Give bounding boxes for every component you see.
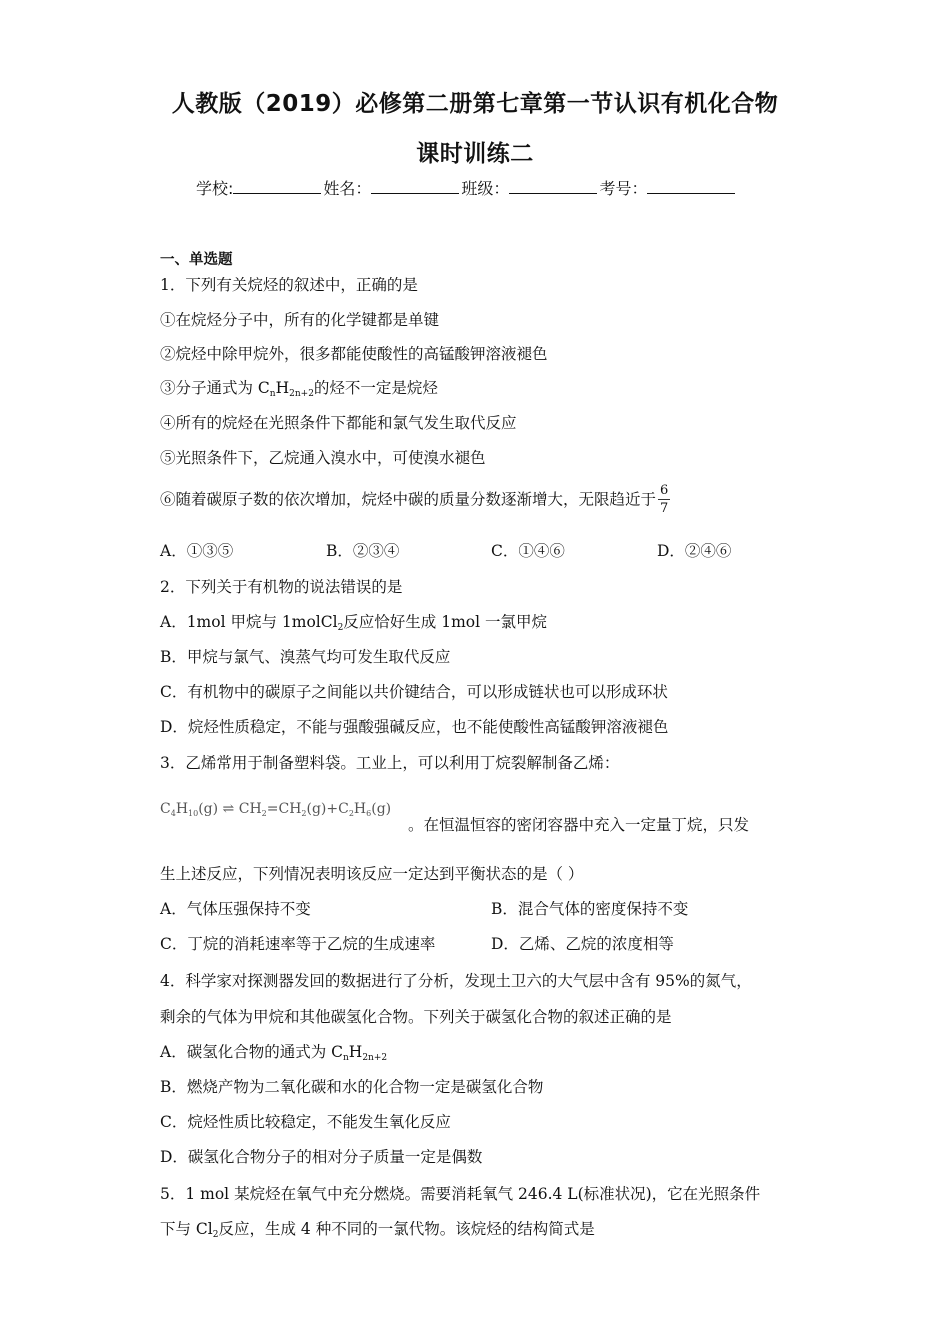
q3-option-b[interactable]: B．混合气体的密度保持不变 [491,900,689,918]
student-info-row [196,176,737,199]
q2-stem: 2．下列关于有机物的说法错误的是 [160,578,403,596]
q4-option-b[interactable]: B．燃烧产物为二氧化碳和水的化合物一定是碳氢化合物 [160,1078,544,1096]
q4-stem: 4．科学家对探测器发回的数据进行了分析，发现土卫六的大气层中含有 95%的氮气， [160,972,752,990]
number-field[interactable] [647,178,735,194]
school-field[interactable] [233,178,321,194]
q3-stem: 3．乙烯常用于制备塑料袋。工业上，可以利用丁烷裂解制备乙烯： [160,754,620,772]
exam-title: 人教版（2019）必修第二册第七章第一节认识有机化合物 [171,91,779,117]
q1-statement-5: ⑤光照条件下，乙烷通入溴水中，可使溴水褪色 [160,449,486,467]
q4-option-a[interactable]: A．碳氢化合物的通式为 $C_nH_{2n+2}$ [160,1043,388,1063]
q1-option-b[interactable]: B．②③④ [326,542,400,560]
q5-stem-2: 下与 $Cl_2$反应，生成 4 种不同的一氯代物。该烷烃的结构简式是 [160,1220,595,1240]
q1-option-d[interactable]: D．②④⑥ [657,542,732,560]
section-title: 一、单选题 [160,252,233,268]
q4-stem-2: 剩余的气体为甲烷和其他碳氢化合物。下列关于碳氢化合物的叙述正确的是 [160,1008,672,1026]
q5-stem: 5．1 mol 某烷烃在氧气中充分燃烧。需要消耗氧气 246.4 L(标准状况)，它在光照条件 [160,1185,761,1203]
class-label: 班级： [461,179,510,198]
q3-option-a[interactable]: A．气体压强保持不变 [160,900,311,918]
q3-option-c[interactable]: C．丁烷的消耗速率等于乙烷的生成速率 [160,935,436,953]
q3-stem-tail: 。在恒温恒容的密闭容器中充入一定量丁烷，只发 [408,816,750,834]
q1-statement-6: ⑥随着碳原子数的依次增加，烷烃中碳的质量分数逐渐增大，无限趋近于 $\frac{6}{7}$ [160,483,669,516]
q3-equation: $C_4H_{10}(g)$ ⇌ $CH_2=CH_2(g)+C_2H_6(g)$ [160,801,392,818]
q3-option-d[interactable]: D．乙烯、乙烷的浓度相等 [491,935,674,953]
q3-stem-2: 生上述反应，下列情况表明该反应一定达到平衡状态的是（ ） [160,865,584,883]
exam-subtitle: 课时训练二 [416,141,534,167]
fraction-six-sevenths: $\frac{6}{7}$ [660,483,669,516]
q1-statement-4: ④所有的烷烃在光照条件下都能和氯气发生取代反应 [160,414,517,432]
q4-option-d[interactable]: D．碳氢化合物分子的相对分子质量一定是偶数 [160,1148,483,1166]
q4-option-c[interactable]: C．烷烃性质比较稳定，不能发生氧化反应 [160,1113,451,1131]
q1-stem: 1．下列有关烷烃的叙述中，正确的是 [160,276,418,294]
school-label: 学校: [196,179,234,198]
q2-option-b[interactable]: B．甲烷与氯气、溴蒸气均可发生取代反应 [160,648,451,666]
number-label: 考号： [599,179,648,198]
q1-option-c[interactable]: C．①④⑥ [491,542,565,560]
q1-option-a[interactable]: A．①③⑤ [160,542,234,560]
q1-statement-1: ①在烷烃分子中，所有的化学键都是单键 [160,311,440,329]
class-field[interactable] [509,178,597,194]
name-field[interactable] [371,178,459,194]
q2-option-d[interactable]: D．烷烃性质稳定，不能与强酸强碱反应，也不能使酸性高锰酸钾溶液褪色 [160,718,669,736]
q2-option-a[interactable]: A．1mol 甲烷与 1molCl$_2$反应恰好生成 1mol 一氯甲烷 [160,613,548,633]
q1-statement-3: ③分子通式为 $C_nH_{2n+2}$的烃不一定是烷烃 [160,379,438,399]
q2-option-c[interactable]: C．有机物中的碳原子之间能以共价键结合，可以形成链状也可以形成环状 [160,683,668,701]
name-label: 姓名： [323,179,372,198]
q1-statement-2: ②烷烃中除甲烷外，很多都能使酸性的高锰酸钾溶液褪色 [160,345,548,363]
